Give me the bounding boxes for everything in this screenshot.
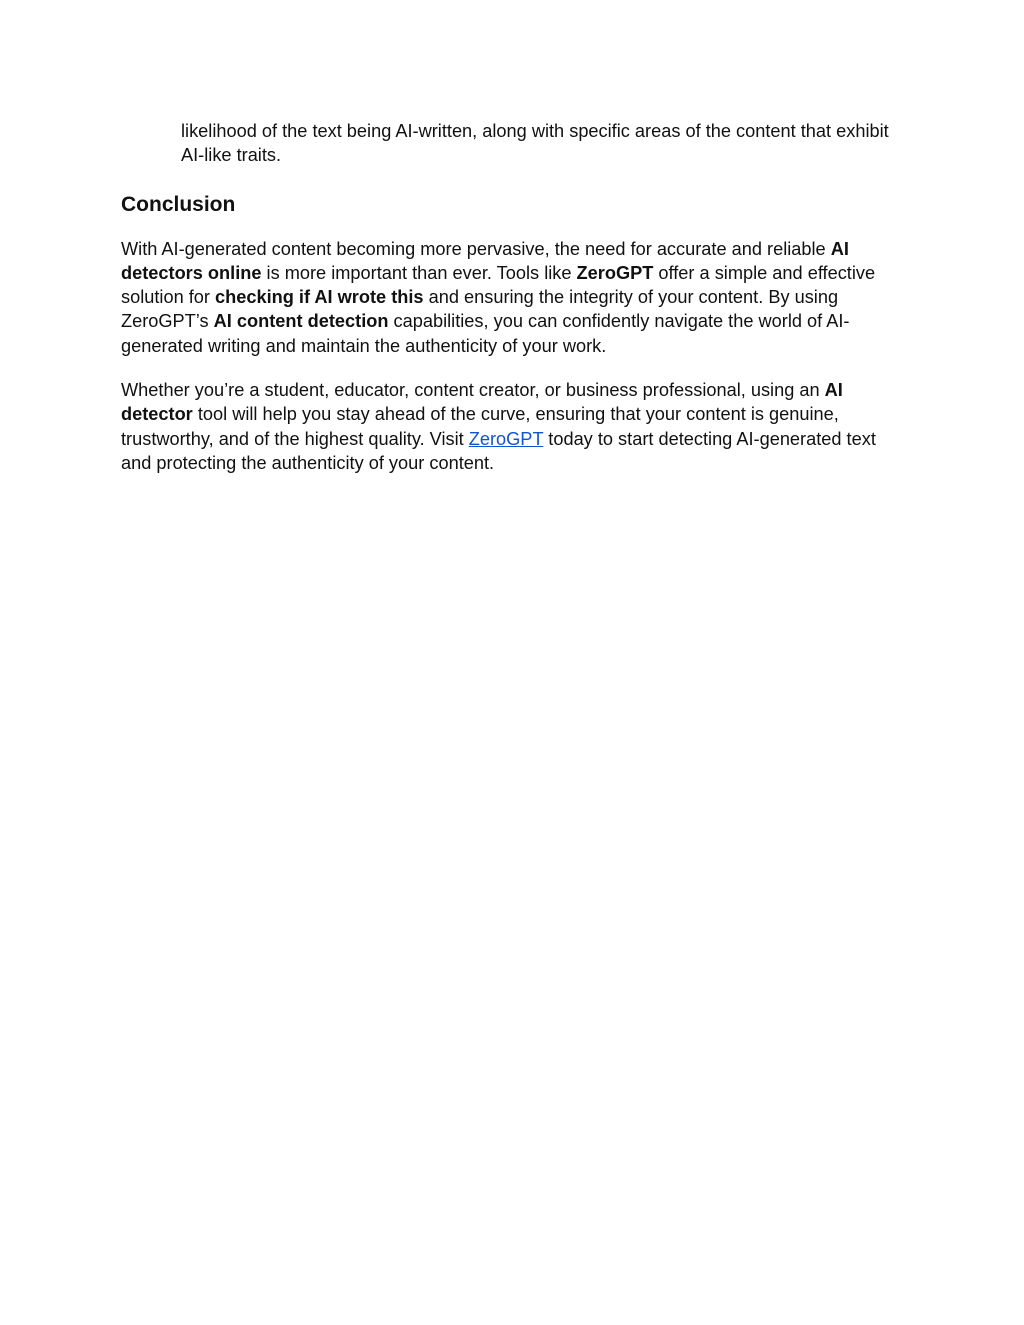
text-run: today to start detecting AI-generated text and protecting the authenticity of your content.	[121, 428, 876, 473]
conclusion-paragraph-1	[121, 237, 911, 358]
document-content	[121, 119, 911, 475]
text-run: tool will help you stay ahead of the curve, ensuring that your content is genuine, trustworthy, and of the highest quality. Visit	[121, 404, 839, 449]
bold-checking-if-ai-wrote-this: checking if AI wrote this	[215, 287, 424, 308]
text-run: Whether you’re a student, educator, content creator, or business professional, using an	[121, 380, 825, 401]
conclusion-paragraph-2	[121, 378, 911, 475]
bold-ai-content-detection: AI content detection	[213, 311, 389, 332]
text-run: offer a simple and effective solution for	[121, 262, 876, 308]
text-run: With AI-generated content becoming more pervasive, the need for accurate and reliable	[121, 238, 831, 259]
bold-zerogpt: ZeroGPT	[576, 262, 654, 283]
text-run: is more important than ever. Tools like	[261, 262, 577, 283]
zerogpt-link[interactable]: ZeroGPT	[468, 428, 544, 449]
bold-ai-detector: AI detector	[121, 380, 843, 425]
text-run: capabilities, you can confidently navigate the world of AI-generated writing and maintain the authenticity of your work.	[121, 311, 850, 356]
text-run: and ensuring the integrity of your content. By using ZeroGPT’s	[121, 287, 839, 332]
section-heading-conclusion: Conclusion	[121, 192, 236, 216]
bold-ai-detectors-online: AI detectors online	[121, 238, 849, 283]
list-item-continuation: likelihood of the text being AI-written, along with specific areas of the content that exhibit AI-like traits.	[181, 121, 889, 166]
